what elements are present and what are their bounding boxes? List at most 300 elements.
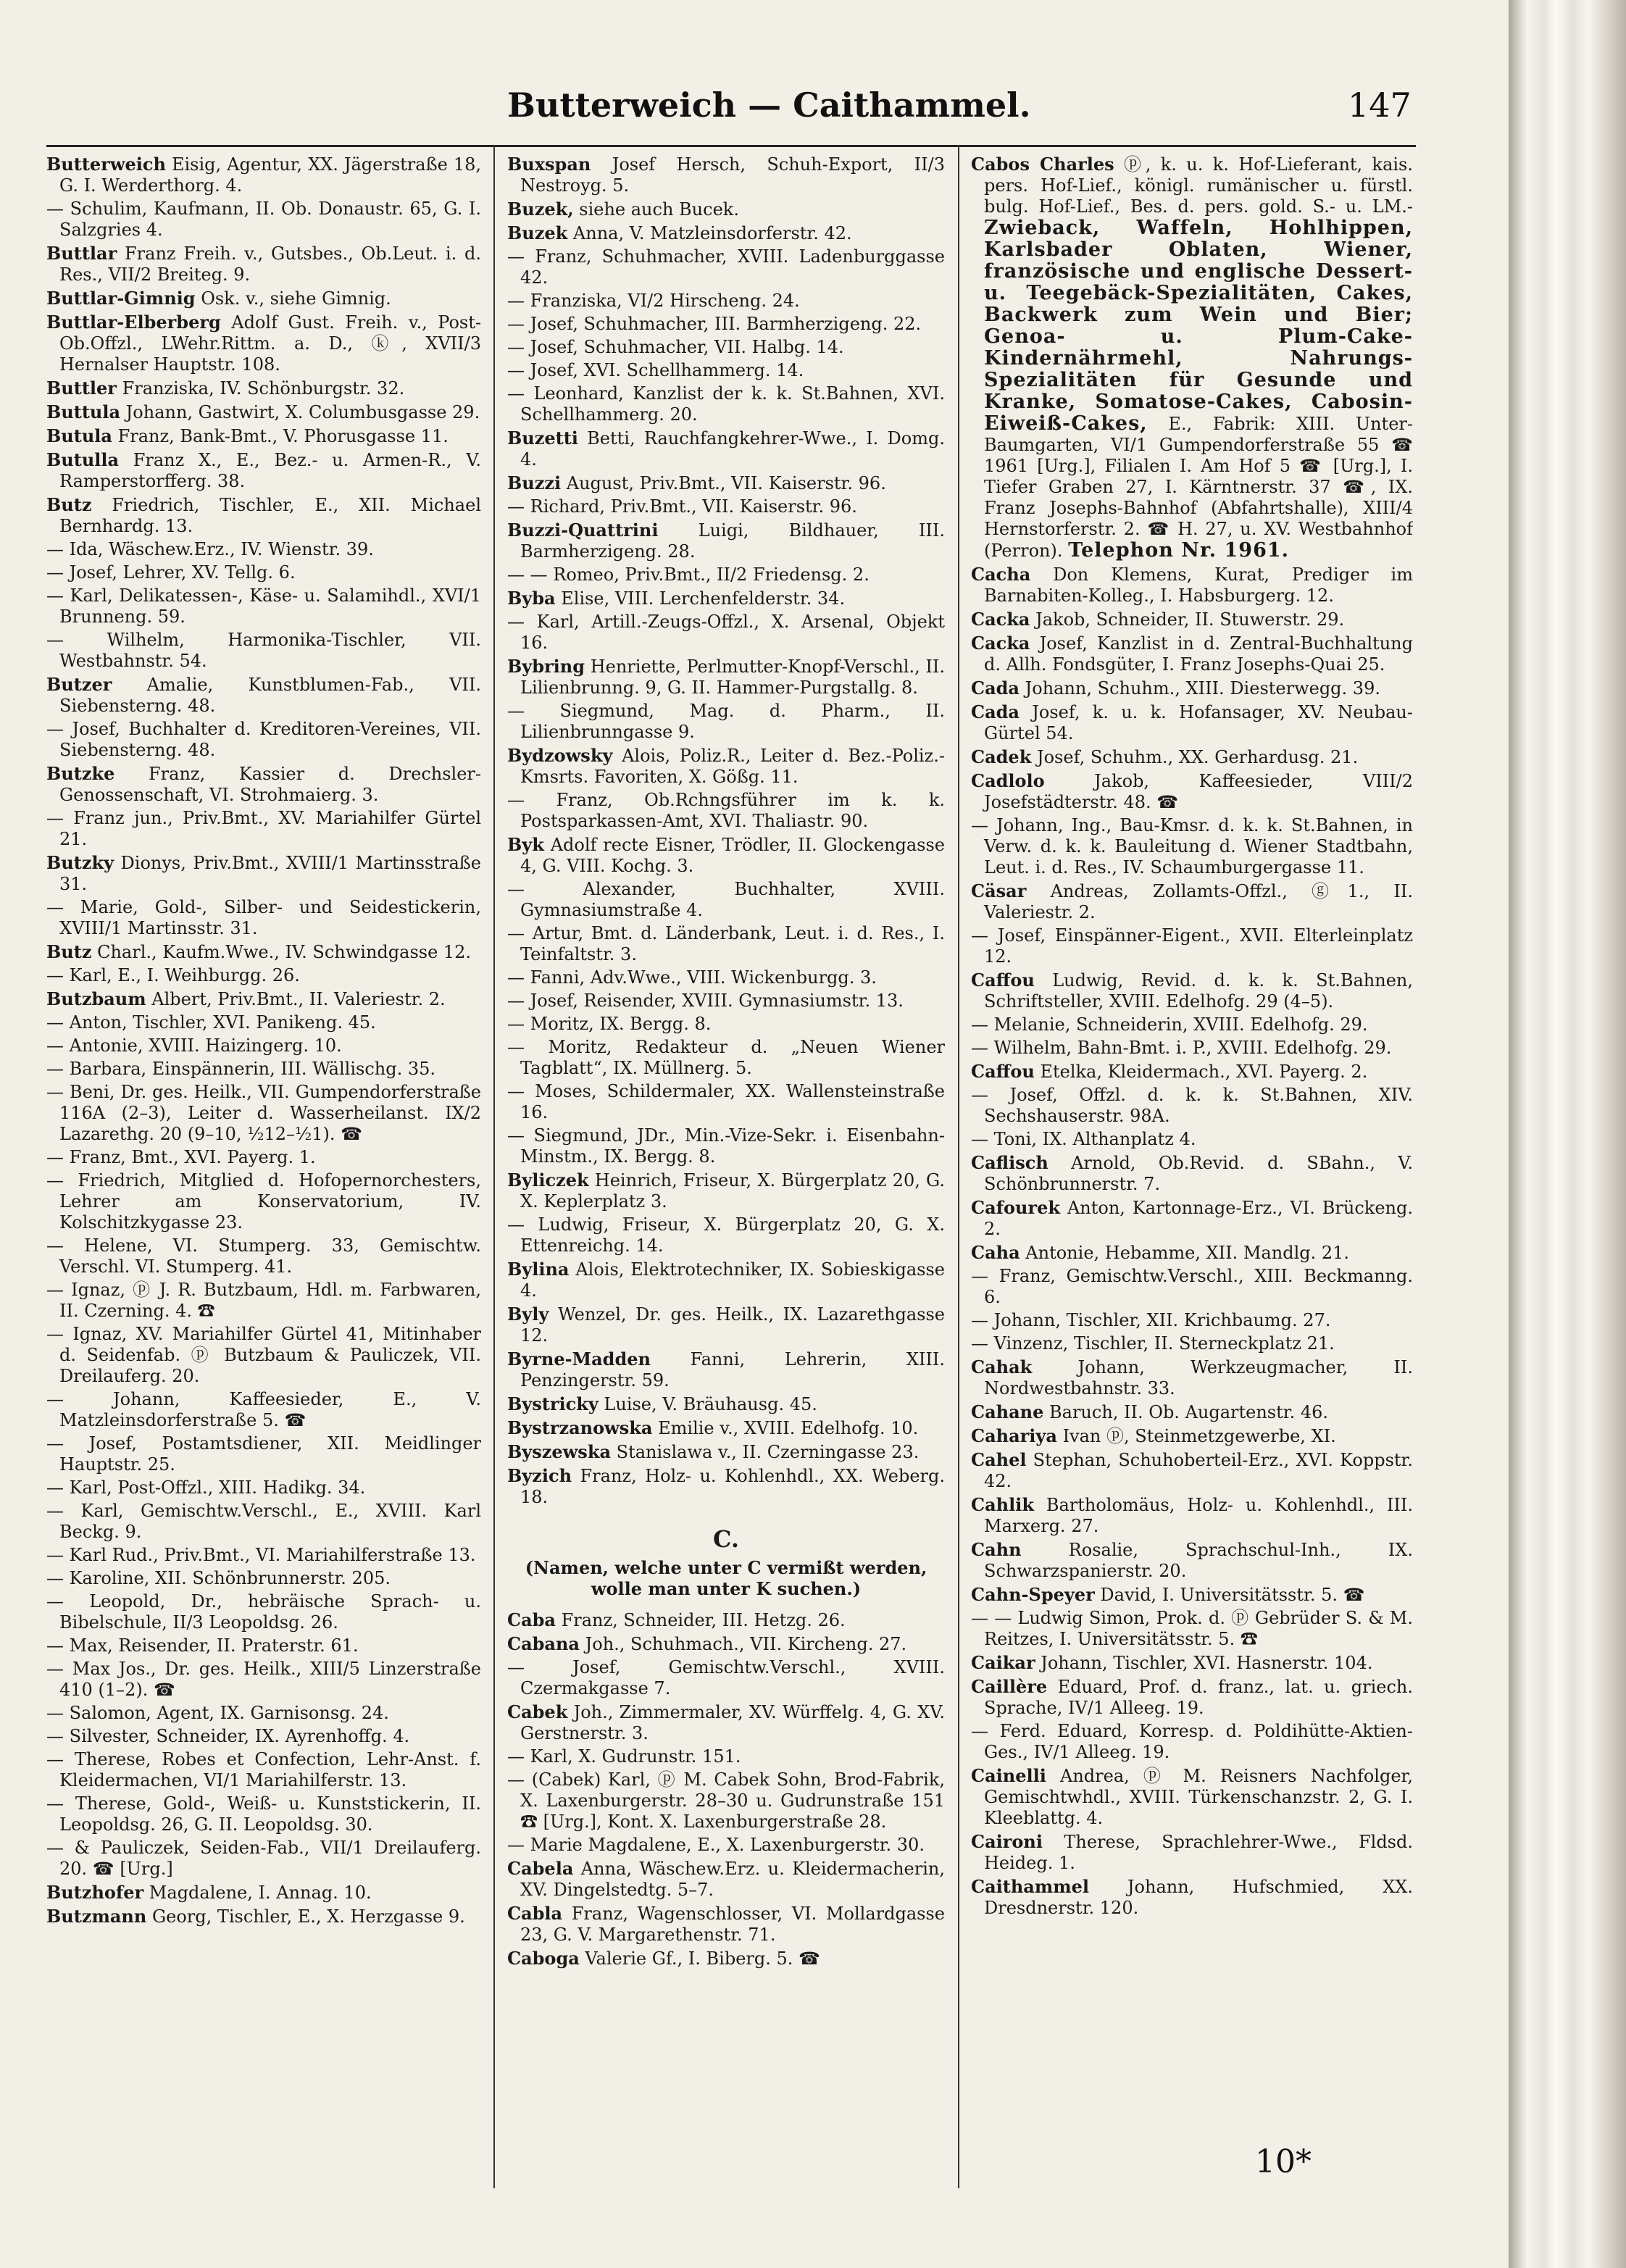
directory-entry bbox=[971, 1425, 1413, 1447]
column-rule-2 bbox=[958, 145, 959, 2188]
entry-name: Buttlar-Elberberg bbox=[46, 312, 221, 333]
entry-text: — Moses, Schildermaler, XX. Wallensteinstraße 16. bbox=[507, 1081, 945, 1122]
entry-text: Josef, Kanzlist in d. Zentral-Buchhaltung d. Allh. Fondsgüter, I. Franz Josephs-Quai 25. bbox=[984, 633, 1413, 675]
entry-text: Fanni, Lehrerin, XIII. Penzingerstr. 59. bbox=[520, 1349, 945, 1391]
entry-text: Henriette, Perlmutter-Knopf-Verschl., II. Lilienbrunng. 9, G. II. Hammer-Purgstallg. 8. bbox=[520, 656, 945, 698]
directory-entry bbox=[507, 790, 945, 832]
entry-text: — Franziska, VI/2 Hirscheng. 24. bbox=[507, 291, 800, 311]
entry-name: Caikar bbox=[971, 1652, 1035, 1673]
directory-entry bbox=[971, 1765, 1413, 1829]
entry-name: Cabana bbox=[507, 1633, 580, 1654]
entry-name: Cahane bbox=[971, 1401, 1044, 1422]
directory-entry bbox=[507, 246, 945, 288]
entry-text: Betti, Rauchfangkehrer-Wwe., I. Domg. 4. bbox=[520, 428, 945, 470]
entry-text: Franz, Holz- u. Kohlenhdl., XX. Weberg. 18. bbox=[520, 1466, 945, 1507]
entry-name: Butzer bbox=[46, 674, 112, 695]
entry-text: Anna, V. Matzleinsdorferstr. 42. bbox=[572, 223, 852, 243]
directory-entry bbox=[507, 1465, 945, 1508]
entry-name: Caffou bbox=[971, 970, 1035, 991]
entry-name: Byszewska bbox=[507, 1441, 611, 1462]
column-3-entries bbox=[971, 564, 1413, 1919]
column-2 bbox=[507, 154, 945, 2190]
directory-entry bbox=[507, 154, 945, 196]
entry-text: Etelka, Kleidermach., XVI. Payerg. 2. bbox=[1040, 1062, 1368, 1082]
entry-text: — Marie Magdalene, E., X. Laxenburgerstr. 30. bbox=[507, 1835, 925, 1855]
directory-entry bbox=[507, 337, 945, 358]
directory-entry bbox=[507, 967, 945, 988]
entry-name: Buzek bbox=[507, 222, 568, 243]
signature-mark: 10* bbox=[1255, 2143, 1312, 2180]
directory-entry bbox=[507, 564, 945, 585]
column-2-entries bbox=[507, 154, 945, 1508]
directory-entry bbox=[46, 1591, 481, 1633]
directory-entry bbox=[971, 1584, 1413, 1606]
entry-text: — Ignaz, ⓟ J. R. Butzbaum, Hdl. m. Farbwaren, II. Czerning. 4. ☎ bbox=[46, 1280, 481, 1321]
entry-name: Cacka bbox=[971, 633, 1030, 654]
advert-phone: Telephon Nr. 1961. bbox=[1068, 539, 1290, 562]
entry-text: Friedrich, Tischler, E., XII. Michael Bernhardg. 13. bbox=[59, 495, 481, 536]
directory-entry bbox=[46, 1635, 481, 1656]
entry-text: — Marie, Gold-, Silber- und Seidestickerin, XVIII/1 Martinsstr. 31. bbox=[46, 897, 481, 938]
entry-name: Cäsar bbox=[971, 880, 1027, 901]
entry-text: Franziska, IV. Schönburgstr. 32. bbox=[122, 378, 405, 399]
entry-text: — Karl, Delikatessen-, Käse- u. Salamihdl., XVI/1 Brunneng. 59. bbox=[46, 585, 481, 627]
entry-text: — Josef, Postamtsdiener, XII. Meidlinger Hauptstr. 25. bbox=[46, 1433, 481, 1475]
directory-entry bbox=[507, 1441, 945, 1463]
entry-text: Joh., Zimmermaler, XV. Würffelg. 4, G. XV. Gerstnerstr. 3. bbox=[520, 1702, 945, 1743]
entry-text: Alois, Poliz.R., Leiter d. Bez.-Poliz.-Kmsrts. Favoriten, X. Gößg. 11. bbox=[520, 746, 945, 787]
entry-text: Baruch, II. Ob. Augartenstr. 46. bbox=[1049, 1402, 1329, 1422]
entry-text: — Franz jun., Priv.Bmt., XV. Mariahilfer Gürtel 21. bbox=[46, 808, 481, 849]
directory-entry bbox=[507, 1125, 945, 1167]
entry-text: — Josef, Buchhalter d. Kreditoren-Vereines, VII. Siebensterng. 48. bbox=[46, 719, 481, 760]
directory-entry bbox=[507, 1903, 945, 1946]
directory-entry bbox=[507, 1304, 945, 1346]
entry-name: Bystrzanowska bbox=[507, 1417, 653, 1438]
entry-text: — Moritz, IX. Bergg. 8. bbox=[507, 1014, 712, 1034]
entry-text: Elise, VIII. Lerchenfelderstr. 34. bbox=[561, 588, 846, 609]
entry-text: Amalie, Kunstblumen-Fab., VII. Siebensterng. 48. bbox=[59, 675, 481, 716]
entry-text: Johann, Hufschmied, XX. Dresdnerstr. 120. bbox=[984, 1877, 1413, 1918]
directory-entry bbox=[46, 1726, 481, 1747]
directory-entry bbox=[971, 746, 1413, 768]
directory-entry bbox=[46, 897, 481, 939]
entry-name: Buxspan bbox=[507, 154, 591, 175]
directory-entry bbox=[971, 970, 1413, 1012]
advert-entry bbox=[971, 154, 1413, 562]
entry-name: Buttler bbox=[46, 378, 117, 399]
entry-name: Cada bbox=[971, 701, 1020, 722]
entry-text: August, Priv.Bmt., VII. Kaiserstr. 96. bbox=[566, 473, 886, 493]
entry-text: — (Cabek) Karl, ⓟ M. Cabek Sohn, Brod-Fabrik, X. Laxenburgerstr. 28–30 u. Gudrunstraße 151 ☎ [Urg.], Kont. X. Laxenburgerstraße 28. bbox=[507, 1769, 945, 1832]
directory-entry bbox=[971, 880, 1413, 923]
entry-text: Heinrich, Friseur, X. Bürgerplatz 20, G. X. Keplerplatz 3. bbox=[520, 1170, 945, 1212]
directory-entry bbox=[46, 1477, 481, 1498]
entry-text: Luigi, Bildhauer, III. Barmherzigeng. 28. bbox=[520, 520, 945, 562]
entry-name: Bystricky bbox=[507, 1393, 599, 1414]
entry-name: Cabela bbox=[507, 1858, 574, 1879]
directory-entry bbox=[971, 633, 1413, 675]
directory-entry bbox=[46, 763, 481, 806]
directory-entry bbox=[46, 941, 481, 963]
directory-entry bbox=[46, 719, 481, 761]
entry-name: Caithammel bbox=[971, 1876, 1090, 1897]
directory-entry bbox=[46, 988, 481, 1010]
advert-text: ⓟ, k. u. k. Hof-Lieferant, kais. pers. Hof-Lief., königl. rumänischer u. fürstl. bulg. Hof-Lief., Bes. d. pers. gold. S.- u. LM.- bbox=[984, 154, 1413, 217]
directory-entry bbox=[971, 1676, 1413, 1719]
directory-entry bbox=[507, 1081, 945, 1123]
header-rule bbox=[46, 145, 1416, 147]
entry-text: Arnold, Ob.Revid. d. SBahn., V. Schönbrunnerstr. 7. bbox=[984, 1153, 1413, 1194]
entry-name: Cabek bbox=[507, 1701, 568, 1722]
entry-text: — Alexander, Buchhalter, XVIII. Gymnasiumstraße 4. bbox=[507, 879, 945, 920]
running-header bbox=[0, 86, 1485, 151]
entry-text: — Karoline, XII. Schönbrunnerstr. 205. bbox=[46, 1568, 391, 1588]
column-rule-1 bbox=[493, 145, 495, 2188]
entry-name: Buttula bbox=[46, 401, 121, 422]
directory-entry bbox=[46, 1882, 481, 1904]
directory-entry bbox=[971, 1494, 1413, 1537]
entry-text: — Josef, Reisender, XVIII. Gymnasiumstr. 13. bbox=[507, 991, 904, 1011]
entry-text: — Karl, X. Gudrunstr. 151. bbox=[507, 1746, 741, 1767]
directory-entry bbox=[46, 630, 481, 672]
entry-name: Cahn-Speyer bbox=[971, 1584, 1095, 1605]
entry-text: Franz, Wagenschlosser, VI. Mollardgasse 23, G. V. Margarethenstr. 71. bbox=[520, 1904, 945, 1945]
entry-name: Cahlik bbox=[971, 1494, 1034, 1515]
directory-entry bbox=[971, 815, 1413, 878]
entry-text: — Karl, E., I. Weihburgg. 26. bbox=[46, 965, 300, 985]
directory-entry bbox=[46, 1793, 481, 1835]
entry-text: Antonie, Hebamme, XII. Mandlg. 21. bbox=[1025, 1243, 1350, 1263]
entry-name: Buttlar-Gimnig bbox=[46, 288, 196, 309]
entry-text: — Franz, Schuhmacher, XVIII. Ladenburggasse 42. bbox=[507, 246, 945, 288]
entry-text: — Salomon, Agent, IX. Garnisonsg. 24. bbox=[46, 1703, 389, 1723]
entry-text: — Josef, Einspänner-Eigent., XVII. Elterleinplatz 12. bbox=[971, 925, 1413, 967]
entry-text: Osk. v., siehe Gimnig. bbox=[201, 288, 391, 309]
directory-entry bbox=[507, 1037, 945, 1079]
directory-entry bbox=[507, 1948, 945, 1969]
entry-text: — Antonie, XVIII. Haizingerg. 10. bbox=[46, 1035, 342, 1056]
entry-name: Caironi bbox=[971, 1831, 1043, 1852]
entry-name: Butzbaum bbox=[46, 988, 146, 1009]
entry-text: — Ludwig, Friseur, X. Bürgerplatz 20, G. X. Ettenreichg. 14. bbox=[507, 1214, 945, 1256]
directory-entry bbox=[507, 1835, 945, 1856]
directory-entry bbox=[507, 1858, 945, 1901]
directory-entry bbox=[46, 1170, 481, 1233]
entry-text: — Max, Reisender, II. Praterstr. 61. bbox=[46, 1635, 359, 1656]
directory-entry bbox=[46, 1568, 481, 1589]
entry-name: Cacha bbox=[971, 564, 1031, 585]
directory-entry bbox=[507, 222, 945, 244]
entry-text: Bartholomäus, Holz- u. Kohlenhdl., III. Marxerg. 27. bbox=[984, 1495, 1413, 1536]
directory-entry bbox=[507, 520, 945, 562]
directory-entry bbox=[507, 1417, 945, 1439]
entry-name: Bydzowsky bbox=[507, 745, 613, 766]
directory-entry bbox=[46, 1389, 481, 1431]
entry-name: Buzzi bbox=[507, 472, 562, 493]
entry-name: Butzke bbox=[46, 763, 115, 784]
entry-text: — Friedrich, Mitglied d. Hofopernorchesters, Lehrer am Konservatorium, IV. Kolschitzkygasse 23. bbox=[46, 1170, 481, 1233]
advert-name: Cabos Charles bbox=[971, 154, 1114, 175]
entry-text: — Schulim, Kaufmann, II. Ob. Donaustr. 65, G. I. Salzgries 4. bbox=[46, 199, 481, 240]
entry-text: Dionys, Priv.Bmt., XVIII/1 Martinsstraße 31. bbox=[59, 853, 481, 894]
entry-text: — Johann, Ing., Bau-Kmsr. d. k. k. St.Bahnen, in Verw. d. k. k. Bauleitung d. Wiener Stadtbahn, Leut. i. d. Res., IV. Schaumburgergasse 11. bbox=[971, 815, 1413, 877]
entry-name: Byly bbox=[507, 1304, 549, 1325]
entry-text: Adolf recte Eisner, Trödler, II. Glockengasse 4, G. VIII. Kochg. 3. bbox=[520, 835, 945, 876]
entry-name: Cainelli bbox=[971, 1765, 1046, 1786]
entry-text: Rosalie, Sprachschul-Inh., IX. Schwarzspanierstr. 20. bbox=[984, 1540, 1413, 1581]
directory-entry bbox=[46, 808, 481, 850]
directory-entry bbox=[507, 360, 945, 381]
entry-text: — Moritz, Redakteur d. „Neuen Wiener Tagblatt“, IX. Müllnerg. 5. bbox=[507, 1037, 945, 1078]
entry-text: — Richard, Priv.Bmt., VII. Kaiserstr. 96. bbox=[507, 496, 857, 517]
entry-text: Eisig, Agentur, XX. Jägerstraße 18, G. I. Werderthorg. 4. bbox=[59, 154, 481, 196]
entry-text: — Leonhard, Kanzlist der k. k. St.Bahnen, XVI. Schellhammerg. 20. bbox=[507, 383, 945, 425]
directory-entry bbox=[507, 472, 945, 494]
advert-rest: E., Fabrik: XIII. Unter-Baumgarten, VI/1 Gumpendorferstraße 55 ☎ 1961 [Urg.], Filialen I. Am Hof 5 ☎ [Urg.], I. Tiefer Graben 27, I. Kärntnerstr. 37 ☎, IX. Franz Josephs-Bahnhof (Abfahrtshalle), XIII/4 Hernstorferstr. 2. ☎ H. 27, u. XV. Westbahnhof (Perron). bbox=[984, 414, 1413, 561]
entry-text: — Josef, Schuhmacher, III. Barmherzigeng. 22. bbox=[507, 314, 922, 334]
entry-name: Butzhofer bbox=[46, 1882, 144, 1903]
entry-name: Caffou bbox=[971, 1061, 1035, 1082]
directory-entry bbox=[971, 609, 1413, 630]
directory-entry bbox=[971, 1876, 1413, 1919]
directory-entry bbox=[507, 1633, 945, 1655]
entry-name: Byzich bbox=[507, 1465, 572, 1486]
directory-entry bbox=[46, 965, 481, 986]
column-2-c-entries bbox=[507, 1609, 945, 1969]
entry-name: Caflisch bbox=[971, 1152, 1048, 1173]
directory-entry bbox=[46, 1035, 481, 1056]
entry-text: — Barbara, Einspännerin, III. Wällischg. 35. bbox=[46, 1059, 435, 1079]
directory-entry bbox=[507, 588, 945, 609]
entry-name: Byliczek bbox=[507, 1170, 589, 1191]
directory-entry bbox=[971, 1038, 1413, 1059]
directory-entry bbox=[971, 1333, 1413, 1354]
directory-entry bbox=[971, 1014, 1413, 1035]
directory-entry bbox=[971, 1831, 1413, 1874]
directory-entry bbox=[46, 1082, 481, 1145]
directory-entry bbox=[46, 585, 481, 628]
entry-text: — Silvester, Schneider, IX. Ayrenhoffg. 4. bbox=[46, 1726, 410, 1746]
entry-text: — Wilhelm, Harmonika-Tischler, VII. Westbahnstr. 54. bbox=[46, 630, 481, 671]
directory-entry bbox=[507, 612, 945, 654]
directory-entry bbox=[46, 243, 481, 285]
entry-name: Cahariya bbox=[971, 1425, 1057, 1446]
entry-text: Anna, Wäschew.Erz. u. Kleidermacherin, XV. Dingelstedtg. 5–7. bbox=[520, 1859, 945, 1900]
entry-text: Ludwig, Revid. d. k. k. St.Bahnen, Schriftsteller, XVIII. Edelhofg. 29 (4–5). bbox=[984, 970, 1413, 1012]
entry-text: — Helene, VI. Stumperg. 33, Gemischtw. Verschl. VI. Stumperg. 41. bbox=[46, 1235, 481, 1277]
entry-text: — Josef, Lehrer, XV. Tellg. 6. bbox=[46, 562, 296, 583]
directory-entry bbox=[507, 1259, 945, 1301]
entry-text: Luise, V. Bräuhausg. 45. bbox=[604, 1394, 817, 1414]
directory-entry bbox=[971, 1197, 1413, 1240]
entry-text: — — Romeo, Priv.Bmt., II/2 Friedensg. 2. bbox=[507, 564, 870, 585]
entry-text: Johann, Gastwirt, X. Columbusgasse 29. bbox=[125, 402, 480, 422]
directory-entry bbox=[46, 378, 481, 399]
entry-text: Emilie v., XVIII. Edelhofg. 10. bbox=[658, 1418, 919, 1438]
entry-name: Butz bbox=[46, 941, 92, 962]
entry-text: Andreas, Zollamts-Offzl., ⓖ1., II. Valeriestr. 2. bbox=[984, 881, 1413, 922]
directory-entry bbox=[46, 852, 481, 895]
entry-text: — Franz, Gemischtw.Verschl., XIII. Beckmanng. 6. bbox=[971, 1266, 1413, 1307]
directory-entry bbox=[507, 291, 945, 312]
entry-text: Johann, Schuhm., XIII. Diesterwegg. 39. bbox=[1025, 678, 1380, 699]
entry-text: Charl., Kaufm.Wwe., IV. Schwindgasse 12. bbox=[97, 942, 472, 962]
directory-entry bbox=[46, 1433, 481, 1475]
directory-entry bbox=[46, 401, 481, 423]
entry-text: Albert, Priv.Bmt., II. Valeriestr. 2. bbox=[151, 989, 446, 1009]
entry-name: Cahn bbox=[971, 1539, 1022, 1560]
entry-text: Magdalene, I. Annag. 10. bbox=[149, 1883, 372, 1903]
entry-name: Caha bbox=[971, 1242, 1020, 1263]
entry-text: Josef, Schuhm., XX. Gerhardusg. 21. bbox=[1036, 747, 1359, 767]
section-heading-c: C. bbox=[712, 1525, 740, 1553]
entry-name: Byrne-Madden bbox=[507, 1348, 651, 1369]
entry-name: Byk bbox=[507, 834, 544, 855]
entry-text: — Therese, Gold-, Weiß- u. Kunststickerin, II. Leopoldsg. 26, G. II. Leopoldsg. 30. bbox=[46, 1793, 481, 1835]
entry-name: Cadlolo bbox=[971, 770, 1045, 791]
entry-text: — Karl, Gemischtw.Verschl., E., XVIII. Karl Beckg. 9. bbox=[46, 1501, 481, 1542]
entry-text: Jakob, Schneider, II. Stuwerstr. 29. bbox=[1035, 609, 1345, 630]
entry-name: Cabla bbox=[507, 1903, 563, 1924]
directory-entry bbox=[46, 1324, 481, 1387]
directory-entry bbox=[46, 1659, 481, 1701]
entry-name: Buzzi-Quattrini bbox=[507, 520, 659, 541]
directory-entry bbox=[507, 1214, 945, 1256]
entry-text: — Karl Rud., Priv.Bmt., VI. Mariahilferstraße 13. bbox=[46, 1545, 476, 1565]
entry-text: siehe auch Bucek. bbox=[579, 199, 739, 220]
directory-entry bbox=[46, 1749, 481, 1791]
directory-entry bbox=[971, 1085, 1413, 1127]
directory-entry bbox=[507, 1657, 945, 1699]
entry-text: — Vinzenz, Tischler, II. Sterneckplatz 21. bbox=[971, 1333, 1335, 1354]
directory-entry bbox=[507, 496, 945, 517]
entry-name: Cadek bbox=[971, 746, 1032, 767]
entry-text: Andrea, ⓟ M. Reisners Nachfolger, Gemischtwhdl., XVIII. Türkenschanzstr. 2, G. I. Kleeblattg. 4. bbox=[984, 1766, 1413, 1828]
entry-text: Adolf Gust. Freih. v., Post-Ob.Offzl., LWehr.Rittm. a. D., ⓚ, XVII/3 Hernalser Hauptstr. 108. bbox=[59, 312, 481, 375]
directory-entry bbox=[46, 1501, 481, 1543]
directory-entry bbox=[46, 1012, 481, 1033]
directory-entry bbox=[46, 199, 481, 241]
directory-entry bbox=[971, 925, 1413, 967]
directory-entry bbox=[971, 1266, 1413, 1308]
entry-name: Buzek, bbox=[507, 199, 574, 220]
entry-name: Caboga bbox=[507, 1948, 580, 1969]
directory-entry bbox=[46, 425, 481, 447]
entry-text: — & Pauliczek, Seiden-Fab., VII/1 Dreilauferg. 20. ☎ [Urg.] bbox=[46, 1838, 481, 1879]
entry-text: Stephan, Schuhoberteil-Erz., XVI. Koppstr. 42. bbox=[984, 1450, 1413, 1491]
directory-entry bbox=[507, 656, 945, 699]
directory-entry bbox=[507, 1746, 945, 1767]
directory-entry bbox=[971, 701, 1413, 744]
directory-entry bbox=[507, 383, 945, 425]
directory-entry bbox=[971, 1449, 1413, 1492]
entry-text: — Siegmund, JDr., Min.-Vize-Sekr. i. Eisenbahn-Minstm., IX. Bergg. 8. bbox=[507, 1125, 945, 1167]
entry-text: — Josef, Schuhmacher, VII. Halbg. 14. bbox=[507, 337, 844, 357]
entry-text: Franz, Schneider, III. Hetzg. 26. bbox=[561, 1610, 846, 1630]
advert-products: Zwieback, Waffeln, Hohlhippen, Karlsbader Oblaten, Wiener, französische und englische Dessert- u. Teegebäck-Spezialitäten, Cakes, Backwerk zum Wein und Bier; Genoa- u. Plum-Cake-Kindernährmehl, Nahrungs-Spezialitäten für Gesunde und Kranke, Somatose-Cakes, Cabosin-Eiweiß-Cakes, bbox=[984, 217, 1413, 435]
entry-text: — Leopold, Dr., hebräische Sprach- u. Bibelschule, II/3 Leopoldsg. 26. bbox=[46, 1591, 481, 1633]
entry-text: — Franz, Ob.Rchngsführer im k. k. Postsparkassen-Amt, XVI. Thaliastr. 90. bbox=[507, 790, 945, 831]
directory-entry bbox=[46, 154, 481, 196]
entry-text: Franz X., E., Bez.- u. Armen-R., V. Ramperstorfferg. 38. bbox=[59, 450, 481, 491]
entry-text: — Max Jos., Dr. ges. Heilk., XIII/5 Linzerstraße 410 (1–2). ☎ bbox=[46, 1659, 481, 1700]
directory-entry bbox=[46, 1838, 481, 1880]
directory-entry bbox=[971, 1061, 1413, 1083]
directory-entry bbox=[507, 1609, 945, 1631]
directory-entry bbox=[971, 1242, 1413, 1264]
entry-name: Buttlar bbox=[46, 243, 117, 264]
entry-text: Valerie Gf., I. Biberg. 5. ☎ bbox=[585, 1948, 820, 1969]
entry-name: Byba bbox=[507, 588, 556, 609]
directory-entry bbox=[507, 1701, 945, 1744]
column-1 bbox=[46, 154, 481, 2190]
entry-text: Josef Hersch, Schuh-Export, II/3 Nestroyg. 5. bbox=[520, 154, 945, 196]
page-number: 147 bbox=[1348, 86, 1412, 125]
directory-entry bbox=[507, 1393, 945, 1415]
entry-name: Butterweich bbox=[46, 154, 166, 175]
directory-entry bbox=[46, 494, 481, 537]
entry-text: Don Klemens, Kurat, Prediger im Barnabiten-Kolleg., I. Habsburgerg. 12. bbox=[984, 564, 1413, 606]
directory-entry bbox=[46, 1545, 481, 1566]
entry-text: — Josef, Gemischtw.Verschl., XVIII. Czermakgasse 7. bbox=[507, 1657, 945, 1698]
entry-text: Joh., Schuhmach., VII. Kircheng. 27. bbox=[585, 1634, 907, 1654]
book-page-edges bbox=[1509, 0, 1626, 2268]
directory-entry bbox=[507, 428, 945, 470]
entry-name: Butzmann bbox=[46, 1906, 147, 1927]
entry-name: Caillère bbox=[971, 1676, 1048, 1697]
directory-entry bbox=[971, 1129, 1413, 1150]
entry-text: — Johann, Tischler, XII. Krichbaumg. 27. bbox=[971, 1310, 1331, 1330]
running-title: Butterweich — Caithammel. bbox=[507, 86, 1031, 125]
directory-entry bbox=[971, 1401, 1413, 1423]
directory-entry bbox=[507, 1170, 945, 1212]
directory-entry bbox=[971, 564, 1413, 606]
entry-name: Bylina bbox=[507, 1259, 570, 1280]
entry-name: Cahak bbox=[971, 1356, 1033, 1377]
entry-text: — Beni, Dr. ges. Heilk., VII. Gumpendorferstraße 116A (2–3), Leiter d. Wasserheilanst. IX/2 Lazarethg. 20 (9–10, ½12–½1). ☎ bbox=[46, 1082, 481, 1144]
entry-text: — — Ludwig Simon, Prok. d. ⓟ Gebrüder S. & M. Reitzes, I. Universitätsstr. 5. ☎ bbox=[971, 1608, 1413, 1649]
entry-text: Stanislawa v., II. Czerningasse 23. bbox=[616, 1442, 920, 1462]
directory-entry bbox=[507, 199, 945, 220]
entry-text: — Artur, Bmt. d. Länderbank, Leut. i. d. Res., I. Teinfaltstr. 3. bbox=[507, 923, 945, 964]
entry-text: Anton, Kartonnage-Erz., VI. Brückeng. 2. bbox=[984, 1198, 1413, 1239]
entry-name: Cada bbox=[971, 678, 1020, 699]
entry-name: Cacka bbox=[971, 609, 1030, 630]
entry-name: Bybring bbox=[507, 656, 585, 677]
directory-entry bbox=[46, 1059, 481, 1080]
entry-name: Butz bbox=[46, 494, 92, 515]
directory-entry bbox=[971, 1652, 1413, 1674]
directory-entry bbox=[971, 1608, 1413, 1650]
entry-text: Josef, k. u. k. Hofansager, XV. Neubau-Gürtel 54. bbox=[984, 702, 1413, 743]
directory-entry bbox=[46, 1147, 481, 1168]
directory-entry bbox=[507, 1769, 945, 1833]
column-3 bbox=[971, 154, 1413, 2190]
entry-text: Ivan ⓟ, Steinmetzgewerbe, XI. bbox=[1062, 1426, 1336, 1446]
directory-entry bbox=[971, 678, 1413, 699]
entry-name: Butzky bbox=[46, 852, 114, 873]
directory-entry bbox=[971, 1356, 1413, 1399]
entry-text: — Josef, Offzl. d. k. k. St.Bahnen, XIV. Sechshauserstr. 98A. bbox=[971, 1085, 1413, 1126]
directory-entry bbox=[507, 1014, 945, 1035]
entry-text: — Ida, Wäschew.Erz., IV. Wienstr. 39. bbox=[46, 539, 374, 559]
directory-entry bbox=[971, 1152, 1413, 1195]
entry-text: — Karl, Artill.-Zeugs-Offzl., X. Arsenal, Objekt 16. bbox=[507, 612, 945, 653]
entry-name: Caba bbox=[507, 1609, 556, 1630]
directory-entry bbox=[971, 1310, 1413, 1331]
entry-text: Franz, Kassier d. Drechsler-Genossenschaft, VI. Strohmaierg. 3. bbox=[59, 764, 481, 805]
